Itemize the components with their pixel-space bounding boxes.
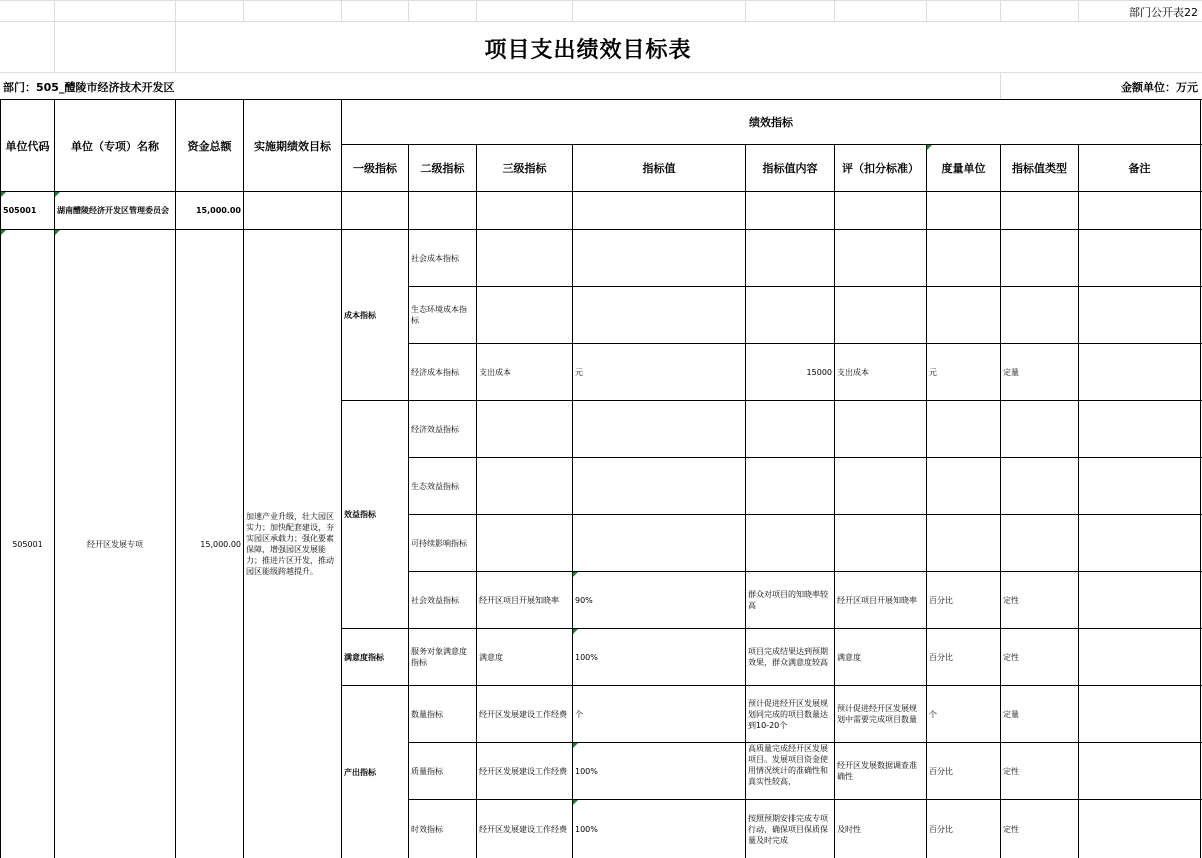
- level2-cell: 质量指标: [411, 766, 443, 776]
- value-cell: 100%: [575, 766, 598, 776]
- level2-cell: 社会成本指标: [411, 253, 459, 263]
- level3-cell: 经开区发展建设工作经费: [479, 766, 567, 776]
- header-type: 指标值类型: [1012, 162, 1067, 175]
- level3-cell: 经开区发展建设工作经费: [479, 824, 567, 834]
- comment-marker: [573, 743, 578, 748]
- header-content: 指标值内容: [762, 162, 818, 175]
- header-total-funds: 资金总额: [187, 139, 232, 153]
- measure-cell: 元: [929, 367, 937, 377]
- summary-name: 湖南醴陵经济开发区管理委员会: [57, 206, 169, 215]
- criteria-cell: 及时性: [837, 824, 861, 834]
- level3-cell: 满意度: [479, 652, 503, 662]
- level3-cell: 经开区发展建设工作经费: [479, 709, 567, 719]
- level2-cell: 可持续影响指标: [411, 538, 467, 548]
- comment-marker: [55, 192, 60, 197]
- criteria-cell: 预计促进经开区发展规划中需要完成项目数量: [837, 704, 917, 724]
- department-label: 部门：505_醴陵市经济技术开发区: [3, 81, 175, 94]
- value-cell: 90%: [575, 595, 593, 605]
- type-cell: 定性: [1003, 595, 1019, 605]
- header-level1: 一级指标: [353, 162, 397, 175]
- header-unit-name: 单位（专项）名称: [71, 139, 159, 153]
- level1-output: 产出指标: [344, 767, 376, 777]
- content-cell: 群众对项目的知晓率较高: [748, 590, 828, 610]
- header-criteria: 评（扣分标准）: [842, 162, 919, 175]
- criteria-cell: 满意度: [837, 652, 861, 662]
- header-value: 指标值: [642, 162, 676, 175]
- level2-cell: 经济成本指标: [411, 367, 459, 377]
- level2-cell: 服务对象满意度指标: [411, 647, 467, 667]
- value-cell: 个: [575, 709, 583, 719]
- comment-marker: [573, 572, 578, 577]
- header-performance: 绩效指标: [749, 116, 793, 129]
- comment-marker: [927, 145, 932, 150]
- type-cell: 定量: [1003, 367, 1019, 377]
- project-code: 505001: [12, 539, 43, 549]
- header-measure: 度量单位: [941, 162, 986, 175]
- level2-cell: 时效指标: [411, 824, 443, 834]
- measure-cell: 百分比: [929, 652, 953, 662]
- page-title: 项目支出绩效目标表: [484, 38, 692, 63]
- level1-satisfaction: 满意度指标: [344, 652, 384, 662]
- type-cell: 定性: [1003, 766, 1019, 776]
- comment-marker: [1, 192, 6, 197]
- criteria-cell: 经开区发展数据调查准确性: [837, 761, 917, 781]
- header-target: 实施期绩效目标: [254, 139, 331, 153]
- amount-unit-label: 金额单位：万元: [1121, 81, 1198, 94]
- level3-cell: 经开区项目开展知晓率: [479, 595, 559, 605]
- comment-marker: [573, 800, 578, 805]
- measure-cell: 百分比: [929, 766, 953, 776]
- level3-cell: 支出成本: [479, 367, 511, 377]
- summary-code: 505001: [3, 206, 37, 215]
- header-level2: 二级指标: [420, 162, 465, 175]
- project-amount: 15,000.00: [200, 539, 241, 549]
- type-cell: 定性: [1003, 824, 1019, 834]
- level1-benefit: 效益指标: [344, 510, 376, 519]
- comment-marker: [573, 629, 578, 634]
- measure-cell: 百分比: [929, 595, 953, 605]
- header-level3: 三级指标: [502, 162, 547, 175]
- form-number: 部门公开表22: [1129, 6, 1198, 19]
- level1-cost: 成本指标: [344, 310, 376, 320]
- summary-amount: 15,000.00: [195, 206, 241, 215]
- measure-cell: 个: [929, 709, 937, 719]
- value-cell: 100%: [575, 652, 598, 662]
- project-target: 加速产业升级，壮大园区实力；加快配套建设，夯实园区承载力；强化要素保障，增强园区发展能力；推进片区开发，推动园区能级跨越提升。: [246, 512, 334, 576]
- content-cell: 项目完成结果达到预期效果，群众满意度较高: [748, 647, 828, 667]
- level2-cell: 经济效益指标: [411, 424, 459, 434]
- header-unit-code: 单位代码: [5, 139, 50, 153]
- value-number-cell: 15000: [806, 367, 832, 377]
- project-name: 经开区发展专项: [87, 539, 143, 549]
- criteria-cell: 经开区项目开展知晓率: [837, 595, 917, 605]
- content-cell: 高质量完成经开区发展项目。发展项目资金使用情况统计的准确性和真实性较高，: [748, 744, 828, 786]
- value-cell: 100%: [575, 824, 598, 834]
- header-remark: 备注: [1128, 162, 1151, 175]
- level2-cell: 生态效益指标: [411, 481, 459, 491]
- level2-cell: 社会效益指标: [411, 595, 459, 605]
- type-cell: 定量: [1003, 709, 1019, 719]
- measure-cell: 百分比: [929, 824, 953, 834]
- content-cell: 预计促进经开区发展规划同完成的项目数量达到10-20个: [748, 698, 828, 730]
- content-cell: 支出成本: [837, 367, 869, 377]
- value-unit-cell: 元: [575, 367, 583, 377]
- comment-marker: [1, 230, 6, 235]
- type-cell: 定性: [1003, 652, 1019, 662]
- level2-cell: 数量指标: [411, 709, 443, 719]
- comment-marker: [55, 230, 60, 235]
- level2-cell: 生态环境成本指标: [411, 305, 467, 325]
- content-cell: 按照预期安排完成专项行动，确保项目保质保量及时完成: [748, 813, 828, 845]
